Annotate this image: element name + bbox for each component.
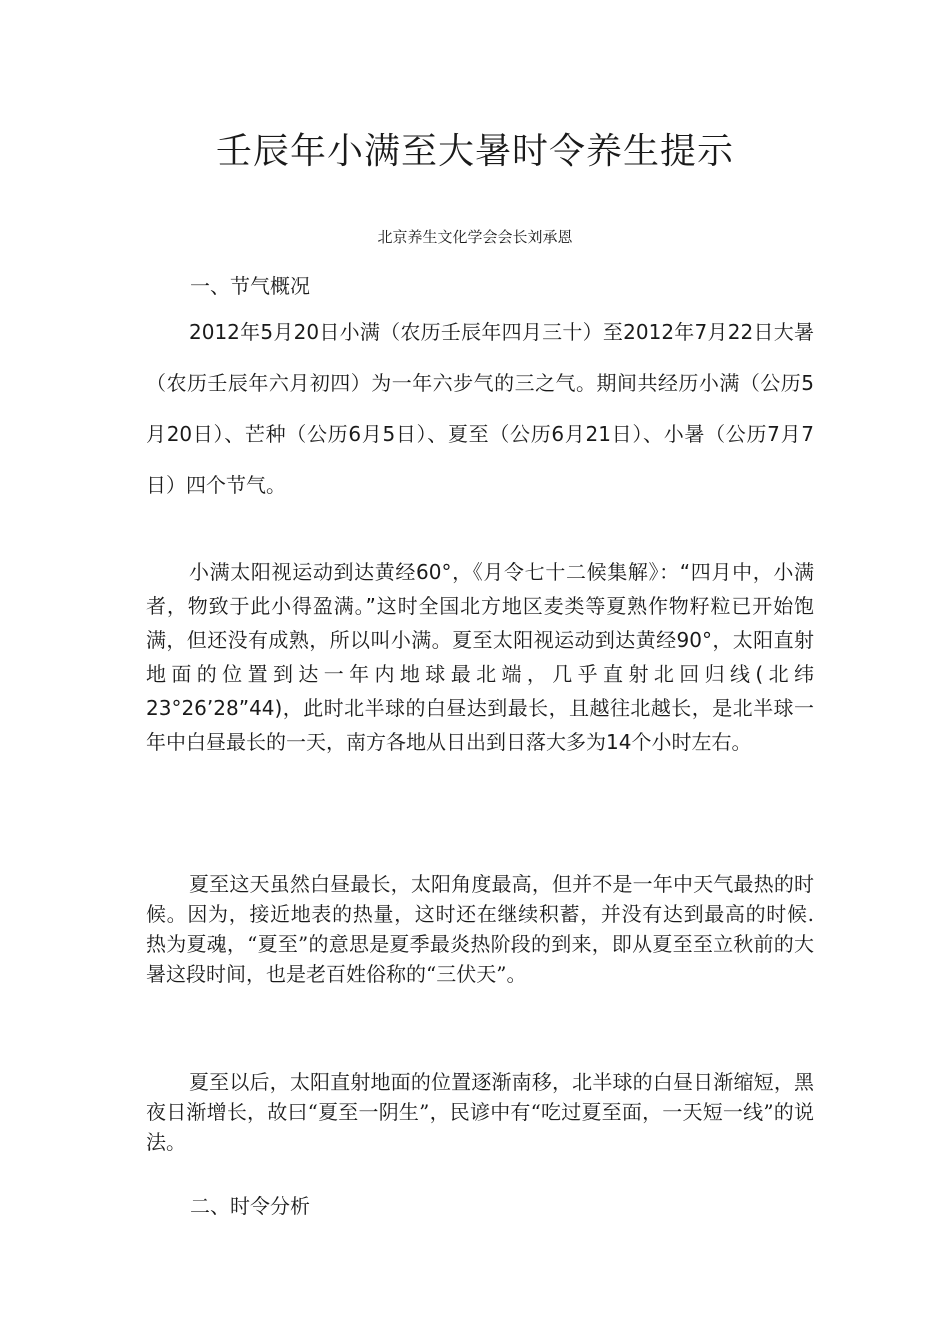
paragraph-2: 小满太阳视运动到达黄经60°，《月令七十二候集解》：“四月中，小满者，物致于此小得盈满。”这时全国北方地区麦类等夏熟作物籽粒已开始饱满，但还没有成熟，所以叫小满。夏至太阳视运动到达黄经90°，太阳直射地面的位置到达一年内地球最北端，几乎直射北回归线(北纬23°26’28”44)，此时北半球的白昼达到最长，且越往北越长，是北半球一年中白昼最长的一天，南方各地从日出到日落大多为14个小时左右。 [146,560,814,754]
paragraph-4: 夏至以后，太阳直射地面的位置逐渐南移，北半球的白昼日渐缩短，黑夜日渐增长，故曰“夏至一阴生”，民谚中有“吃过夏至面，一天短一线”的说法。 [146,1070,814,1154]
document-title: 壬辰年小满至大暑时令养生提示 [215,131,734,172]
author-line: 北京养生文化学会会长刘承恩 [377,228,573,246]
section-heading-2: 二、时令分析 [190,1194,310,1218]
paragraph-3: 夏至这天虽然白昼最长，太阳角度最高，但并不是一年中天气最热的时候。因为，接近地表的热量，这时还在继续积蓄，并没有达到最高的时候. 热为夏魂，“夏至”的意思是夏季最炎热阶段的到来，即从夏至至立秋前的大暑这段时间，也是老百姓俗称的“三伏天”。 [146,872,814,986]
section-heading-1: 一、节气概况 [190,274,310,298]
paragraph-1: 2012年5月20日小满（农历壬辰年四月三十）至2012年7月22日大暑（农历壬辰年六月初四）为一年六步气的三之气。期间共经历小满（公历5月20日）、芒种（公历6月5日）、夏至（公历6月21日）、小暑（公历7月7日）四个节气。 [146,320,814,497]
